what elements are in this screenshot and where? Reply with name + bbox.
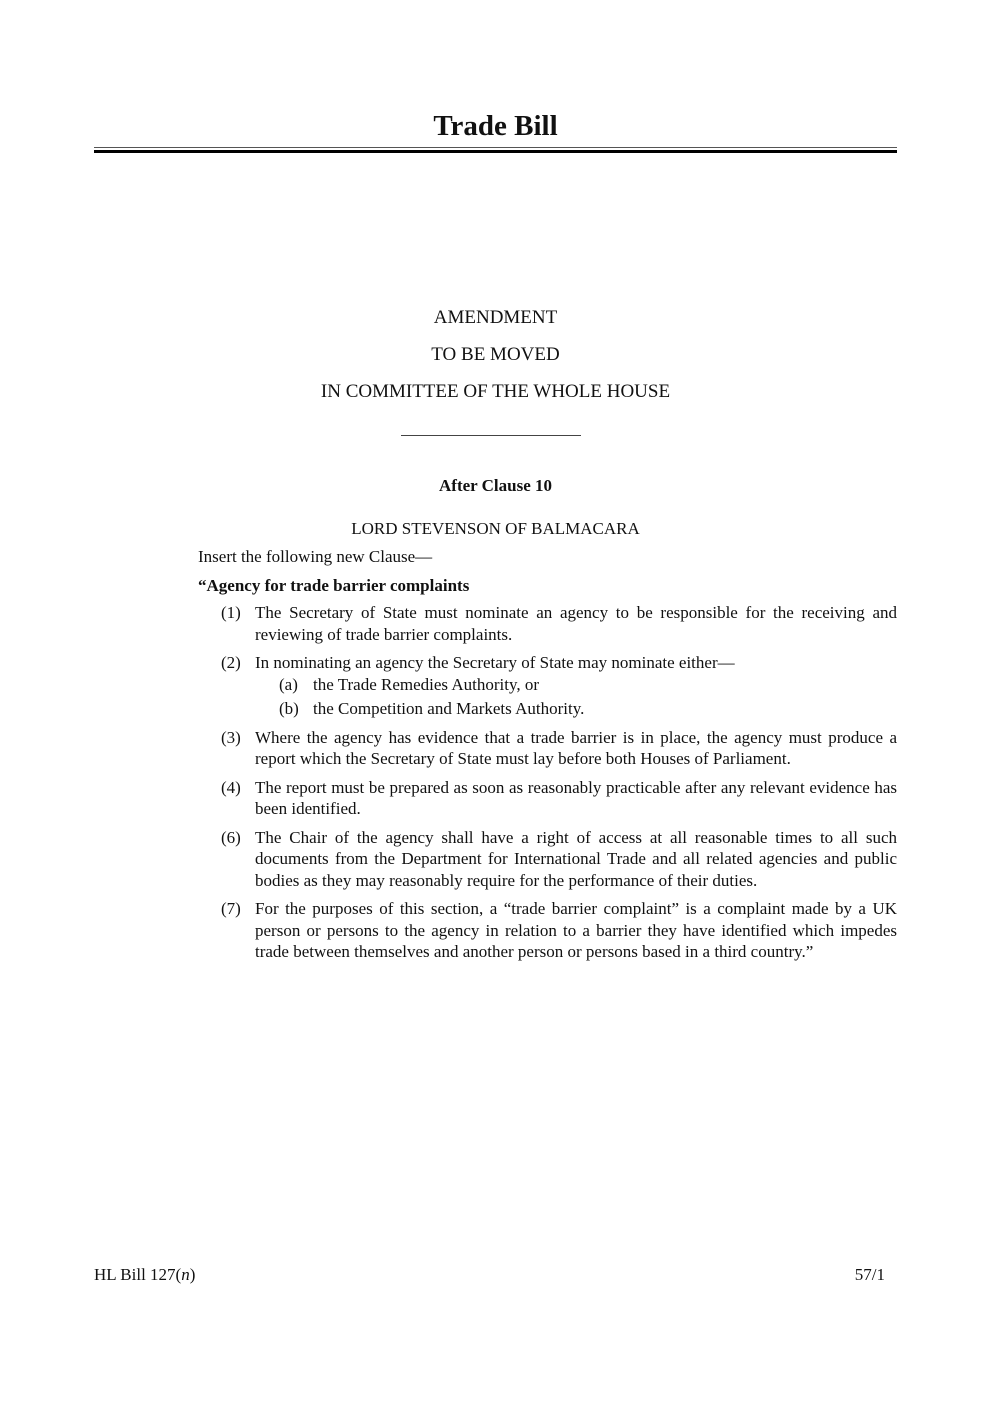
subsection-number: (3) bbox=[221, 727, 241, 747]
amendment-number: 57/1 bbox=[854, 1265, 885, 1284]
mover-name: LORD STEVENSON OF BALMACARA bbox=[351, 519, 640, 538]
subsection-text: The Chair of the agency shall have a right of access at all reasonable times to all such documents from the Department for International Trade and all related agencies and public bodies as they may reasonably require for the performance of their duties. bbox=[255, 827, 897, 890]
title-rule-thin bbox=[94, 147, 897, 148]
insert-instruction: Insert the following new Clause— bbox=[198, 547, 433, 566]
paragraph-a bbox=[198, 674, 897, 696]
clause-title: “Agency for trade barrier complaints bbox=[198, 575, 470, 595]
subsection-number: (6) bbox=[221, 827, 241, 847]
subsection-text: For the purposes of this section, a “trade barrier complaint” is a complaint made by a UK person or persons to the agency in relation to a barrier they have identified which impedes trade between themselves and another person or persons based in a third country.” bbox=[255, 899, 897, 961]
subsection-text: In nominating an agency the Secretary of State may nominate either— bbox=[255, 653, 735, 672]
bill-ref-suffix: ) bbox=[189, 1265, 196, 1284]
amendment-body bbox=[198, 546, 897, 970]
subsection-text: Where the agency has evidence that a trade barrier is in place, the agency must produce a report which the Secretary of State must lay before both Houses of Parliament. bbox=[255, 727, 897, 768]
subsection-4 bbox=[198, 777, 897, 820]
section-divider bbox=[401, 435, 581, 436]
subsection-2 bbox=[198, 652, 897, 674]
bill-reference bbox=[94, 1265, 195, 1285]
bill-ref-prefix: HL Bill 127( bbox=[94, 1265, 182, 1284]
subsection-number: (4) bbox=[221, 777, 241, 797]
subsection-6 bbox=[198, 827, 897, 892]
paragraph-b bbox=[198, 698, 897, 720]
after-clause-heading: After Clause 10 bbox=[439, 476, 552, 495]
subsection-number: (2) bbox=[221, 653, 241, 672]
paragraph-text: the Trade Remedies Authority, or bbox=[313, 674, 540, 694]
heading-amendment: AMENDMENT bbox=[433, 307, 558, 328]
document-title: Trade Bill bbox=[433, 110, 558, 142]
bill-ref-italic: n bbox=[181, 1265, 190, 1284]
subsection-text: The report must be prepared as soon as reasonably practicable after any relevant evidence has been identified. bbox=[255, 777, 897, 818]
subsection-text: The Secretary of State must nominate an agency to be responsible for the receiving and reviewing of trade barrier complaints. bbox=[255, 603, 897, 644]
heading-committee: IN COMMITTEE OF THE WHOLE HOUSE bbox=[320, 381, 671, 402]
subsection-number: (7) bbox=[221, 899, 241, 918]
title-rule-thick bbox=[94, 150, 897, 153]
paragraph-text: the Competition and Markets Authority. bbox=[313, 699, 585, 718]
subsection-number: (1) bbox=[221, 603, 241, 622]
subsection-1 bbox=[198, 602, 897, 645]
subsection-7 bbox=[198, 898, 897, 963]
heading-to-be-moved: TO BE MOVED bbox=[431, 344, 560, 365]
subsection-3 bbox=[198, 727, 897, 770]
paragraph-number: (a) bbox=[279, 674, 298, 694]
paragraph-number: (b) bbox=[279, 699, 299, 718]
